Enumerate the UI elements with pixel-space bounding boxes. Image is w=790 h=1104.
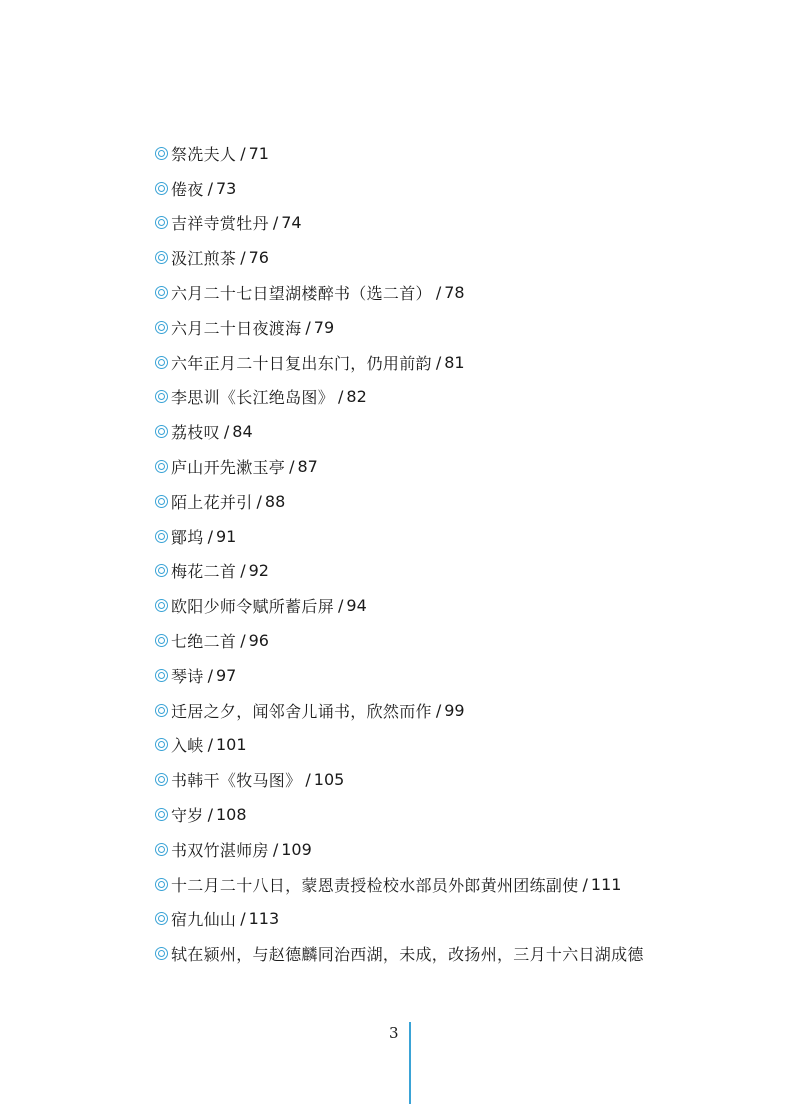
toc-entry-title: 守岁: [171, 806, 204, 826]
toc-entry-title: 七绝二首: [171, 632, 237, 652]
toc-entry-title: 吉祥寺赏牡丹: [171, 214, 269, 234]
toc-entry-title: 陌上花并引: [171, 492, 253, 512]
toc-entry-separator: /: [240, 631, 246, 651]
toc-entry-separator: /: [435, 283, 442, 303]
toc-entry[interactable]: [155, 206, 755, 241]
toc-entry-separator: /: [207, 665, 213, 685]
toc-entry-separator: /: [289, 457, 295, 477]
toc-entry-page: 94: [346, 596, 367, 616]
double-circle-bullet-icon: [155, 530, 168, 543]
toc-entry[interactable]: [155, 310, 755, 345]
toc-entry-separator: /: [240, 909, 246, 929]
toc-entry-title: 轼在颍州，与赵德麟同治西湖，未成，改扬州，三月十六日湖成德: [171, 945, 644, 965]
toc-entry[interactable]: [155, 658, 755, 693]
toc-entry[interactable]: [155, 275, 755, 310]
toc-entry[interactable]: [155, 136, 755, 171]
toc-entry-title: 鄮坞: [171, 527, 204, 547]
toc-entry-title: 倦夜: [171, 179, 204, 199]
toc-entry-page: 97: [216, 665, 237, 685]
double-circle-bullet-icon: [155, 704, 168, 717]
toc-entry-separator: /: [305, 317, 311, 337]
toc-entry-separator: /: [207, 526, 213, 546]
toc-entry-separator: /: [240, 248, 246, 268]
double-circle-bullet-icon: [155, 460, 168, 473]
toc-entry-separator: /: [223, 422, 230, 442]
toc-entry-title: 汲江煎茶: [171, 249, 237, 269]
toc-entry-page: 101: [216, 735, 247, 755]
toc-entry-page: 84: [232, 422, 253, 442]
double-circle-bullet-icon: [155, 321, 168, 334]
double-circle-bullet-icon: [155, 564, 168, 577]
toc-entry-page: 82: [346, 387, 367, 407]
double-circle-bullet-icon: [155, 947, 168, 960]
toc-entry-title: 庐山开先漱玉亭: [171, 458, 286, 478]
toc-entry[interactable]: [155, 797, 755, 832]
toc-entry[interactable]: [155, 484, 755, 519]
table-of-contents: [155, 136, 755, 971]
double-circle-bullet-icon: [155, 147, 168, 160]
toc-entry-separator: /: [338, 387, 344, 407]
toc-entry-title: 入峡: [171, 736, 204, 756]
double-circle-bullet-icon: [155, 599, 168, 612]
toc-entry[interactable]: [155, 414, 755, 449]
toc-entry-page: 78: [444, 283, 465, 303]
toc-entry-page: 105: [313, 770, 345, 790]
double-circle-bullet-icon: [155, 182, 168, 195]
toc-entry[interactable]: [155, 936, 755, 971]
toc-entry[interactable]: [155, 240, 755, 275]
toc-entry-title: 书韩干《牧马图》: [171, 771, 302, 791]
double-circle-bullet-icon: [155, 495, 168, 508]
toc-entry-title: 琴诗: [171, 666, 204, 686]
toc-entry-page: 108: [216, 805, 247, 825]
double-circle-bullet-icon: [155, 286, 168, 299]
toc-entry[interactable]: [155, 588, 755, 623]
toc-entry-separator: /: [272, 839, 279, 859]
toc-entry-page: 73: [216, 178, 237, 198]
double-circle-bullet-icon: [155, 216, 168, 229]
toc-entry[interactable]: [155, 623, 755, 658]
toc-entry-separator: /: [240, 143, 246, 163]
toc-entry-page: 96: [248, 631, 269, 651]
toc-entry-title: 欧阳少师令赋所蓄后屏: [171, 597, 335, 617]
toc-entry[interactable]: [155, 171, 755, 206]
double-circle-bullet-icon: [155, 425, 168, 438]
toc-entry-separator: /: [582, 874, 588, 894]
toc-entry-page: 109: [281, 839, 312, 859]
double-circle-bullet-icon: [155, 251, 168, 264]
toc-entry-title: 迁居之夕，闻邻舍儿诵书，欣然而作: [171, 701, 432, 721]
toc-entry-page: 99: [444, 700, 465, 720]
toc-entry-separator: /: [240, 561, 246, 581]
toc-entry[interactable]: [155, 380, 755, 415]
double-circle-bullet-icon: [155, 878, 168, 891]
toc-entry-title: 李思训《长江绝岛图》: [171, 388, 335, 408]
toc-entry-title: 荔枝叹: [171, 423, 220, 443]
toc-entry-page: 113: [248, 909, 280, 929]
toc-entry-separator: /: [207, 178, 213, 198]
toc-entry-page: 88: [264, 491, 286, 511]
double-circle-bullet-icon: [155, 738, 168, 751]
double-circle-bullet-icon: [155, 843, 168, 856]
toc-entry[interactable]: [155, 449, 755, 484]
page-number: 3: [389, 1024, 399, 1042]
toc-entry-separator: /: [207, 805, 213, 825]
toc-entry-page: 111: [590, 874, 622, 894]
toc-entry-page: 92: [248, 561, 269, 581]
toc-entry-title: 祭冼夫人: [171, 144, 237, 164]
toc-entry-separator: /: [338, 596, 344, 616]
toc-entry[interactable]: [155, 554, 755, 589]
toc-entry[interactable]: [155, 762, 755, 797]
toc-entry[interactable]: [155, 902, 755, 937]
toc-entry-page: 91: [216, 526, 237, 546]
toc-entry-title: 梅花二首: [171, 562, 237, 582]
toc-entry[interactable]: [155, 728, 755, 763]
toc-entry[interactable]: [155, 519, 755, 554]
toc-entry-page: 71: [248, 143, 269, 163]
toc-entry-page: 87: [297, 457, 318, 477]
double-circle-bullet-icon: [155, 669, 168, 682]
toc-entry-title: 六月二十日夜渡海: [171, 318, 302, 338]
toc-entry-title: 书双竹湛师房: [171, 840, 269, 860]
toc-entry[interactable]: [155, 867, 755, 902]
toc-entry-separator: /: [256, 491, 262, 511]
toc-entry-separator: /: [435, 700, 442, 720]
toc-entry[interactable]: [155, 345, 755, 380]
toc-entry[interactable]: [155, 832, 755, 867]
toc-entry-page: 79: [313, 317, 335, 337]
toc-entry-separator: /: [305, 770, 311, 790]
toc-entry-page: 76: [248, 248, 269, 268]
double-circle-bullet-icon: [155, 808, 168, 821]
footer-divider: [409, 1022, 411, 1104]
toc-entry-title: 十二月二十八日，蒙恩责授检校水部员外郎黄州团练副使: [171, 875, 579, 895]
toc-entry-separator: /: [435, 352, 442, 372]
double-circle-bullet-icon: [155, 912, 168, 925]
toc-entry-title: 六年正月二十日复出东门，仍用前韵: [171, 353, 432, 373]
double-circle-bullet-icon: [155, 390, 168, 403]
toc-entry-separator: /: [207, 735, 213, 755]
double-circle-bullet-icon: [155, 773, 168, 786]
toc-entry-title: 六月二十七日望湖楼醉书（选二首）: [171, 284, 432, 304]
toc-entry[interactable]: [155, 693, 755, 728]
toc-entry-separator: /: [272, 213, 279, 233]
double-circle-bullet-icon: [155, 634, 168, 647]
double-circle-bullet-icon: [155, 356, 168, 369]
toc-entry-title: 宿九仙山: [171, 910, 237, 930]
toc-entry-page: 74: [281, 213, 302, 233]
toc-entry-page: 81: [444, 352, 465, 372]
